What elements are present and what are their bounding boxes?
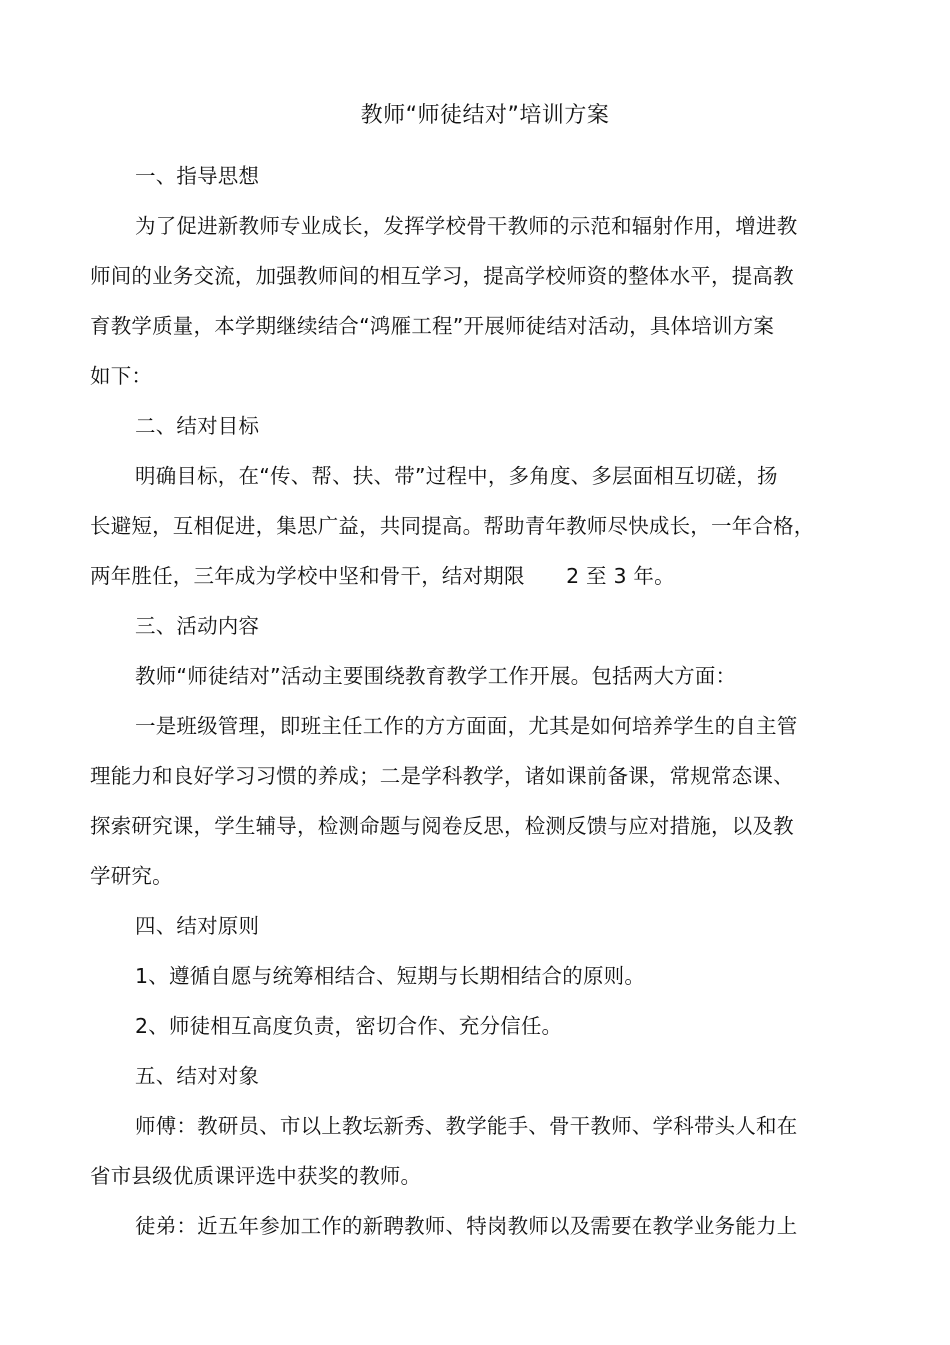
paragraph-line: 如下： (90, 364, 153, 388)
paragraph-line: 理能力和良好学习习惯的养成；二是学科教学，诸如课前备课，常规常态课、 (90, 764, 794, 788)
list-item: 1、遵循自愿与统筹相结合、短期与长期相结合的原则。 (135, 964, 646, 988)
list-item: 2、师徒相互高度负责，密切合作、充分信任。 (135, 1014, 563, 1038)
document-body (90, 151, 815, 1251)
paragraph-line: 探索研究课，学生辅导，检测命题与阅卷反思，检测反馈与应对措施，以及教 (90, 814, 794, 838)
section-heading-pairing-targets: 五、结对对象 (135, 1064, 260, 1088)
paragraph-line: 师间的业务交流，加强教师间的相互学习，提高学校师资的整体水平，提高教 (90, 264, 794, 288)
paragraph-line: 育教学质量，本学期继续结合“鸿雁工程”开展师徒结对活动，具体培训方案 (90, 314, 775, 338)
paragraph-line: 徒弟：近五年参加工作的新聘教师、特岗教师以及需要在教学业务能力上 (135, 1214, 798, 1238)
section-heading-pairing-principles: 四、结对原则 (135, 914, 260, 938)
paragraph-line: 明确目标，在“传、帮、扶、带”过程中，多角度、多层面相互切磋，扬 (135, 464, 778, 488)
paragraph-line: 师傅：教研员、市以上教坛新秀、教学能手、骨干教师、学科带头人和在 (135, 1114, 798, 1138)
paragraph-line: 两年胜任，三年成为学校中坚和骨干，结对期限 2 至 3 年。 (90, 564, 675, 588)
section-heading-guiding-ideology: 一、指导思想 (135, 164, 260, 188)
paragraph-line: 学研究。 (90, 864, 173, 888)
paragraph-line: 长避短，互相促进，集思广益，共同提高。帮助青年教师尽快成长，一年合格， (90, 514, 815, 538)
section-heading-pairing-goals: 二、结对目标 (135, 414, 260, 438)
document-title: 教师“师徒结对”培训方案 (360, 103, 610, 128)
paragraph-line: 一是班级管理，即班主任工作的方方面面，尤其是如何培养学生的自主管 (135, 714, 798, 738)
paragraph-line: 为了促进新教师专业成长，发挥学校骨干教师的示范和辐射作用，增进教 (135, 214, 798, 238)
section-heading-activity-content: 三、活动内容 (135, 614, 260, 638)
paragraph-line: 省市县级优质课评选中获奖的教师。 (90, 1164, 422, 1188)
paragraph-line: 教师“师徒结对”活动主要围绕教育教学工作开展。包括两大方面： (135, 664, 737, 688)
